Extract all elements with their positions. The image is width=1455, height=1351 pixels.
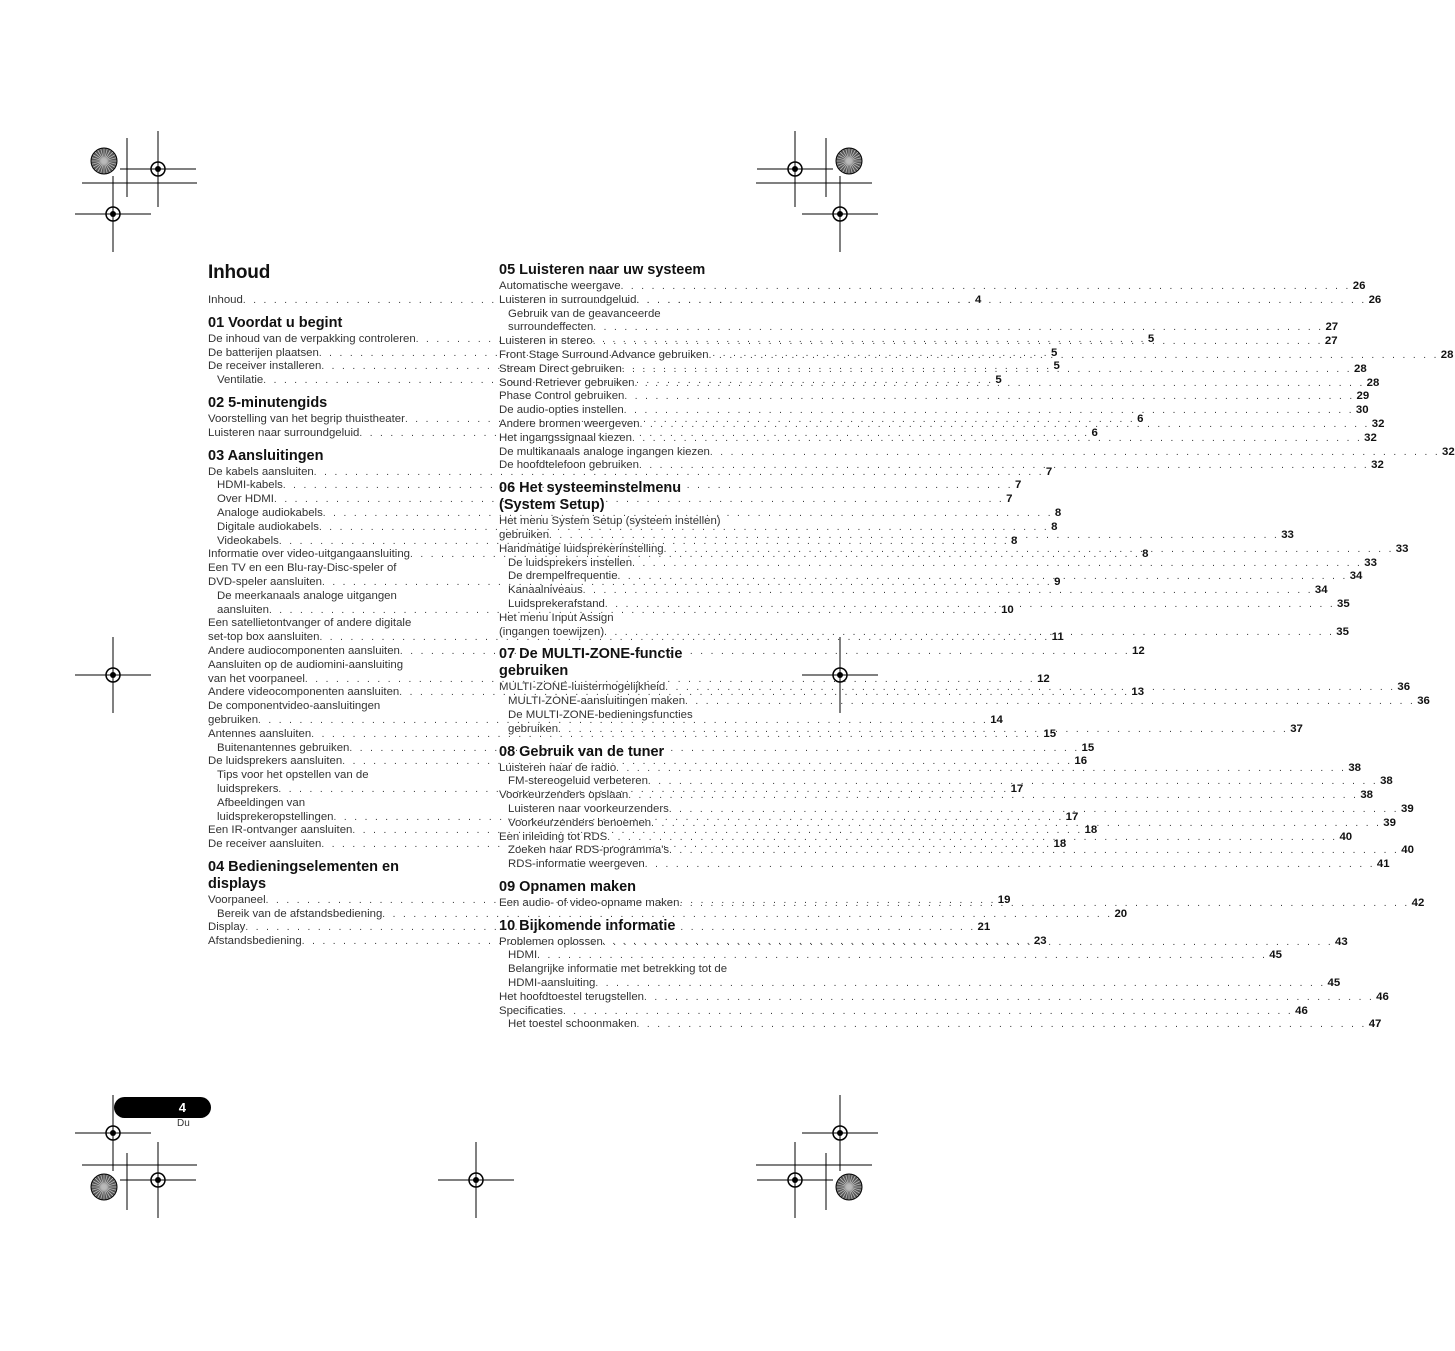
toc-entry-text: Een IR-ontvanger aansluiten xyxy=(208,824,353,837)
toc-entry[interactable] xyxy=(499,390,1370,404)
page-title: Inhoud xyxy=(208,262,271,283)
toc-page-number: 17 xyxy=(1010,782,1024,795)
toc-page-number: 39 xyxy=(1383,816,1396,829)
toc-entry-line[interactable]: Aansluiten op de audiomini-aansluiting xyxy=(208,658,404,671)
toc-entry-text: Luisteren in surroundgeluid xyxy=(499,293,637,306)
toc-page-number: 23 xyxy=(1033,935,1047,948)
toc-page-number: 40 xyxy=(1401,844,1414,857)
toc-entry[interactable] xyxy=(208,493,1013,507)
toc-entry-text: luidsprekeropstellingen xyxy=(217,810,334,823)
toc-page-number: 12 xyxy=(1037,672,1050,685)
toc-page-number: 36 xyxy=(1417,695,1430,708)
toc-page-number: 28 xyxy=(1353,362,1367,375)
registration-mark-icon xyxy=(110,672,116,678)
toc-entry-line[interactable]: De componentvideo-aansluitingen xyxy=(208,700,381,713)
toc-entry[interactable] xyxy=(208,479,1022,493)
toc-entry[interactable] xyxy=(499,445,1455,460)
toc-page-number: 33 xyxy=(1395,542,1409,555)
toc-entry-text: HDMI-aansluiting xyxy=(508,977,596,990)
toc-entry[interactable] xyxy=(208,907,1128,922)
toc-page-number: 9 xyxy=(1054,575,1061,588)
toc-entry[interactable] xyxy=(499,990,1389,1005)
toc-entry-text: van het voorpaneel xyxy=(208,672,305,685)
toc-page-number: 16 xyxy=(1074,755,1088,768)
toc-entry-text: Andere videocomponenten aansluiten xyxy=(208,686,400,699)
toc-page-number: 46 xyxy=(1295,1004,1308,1017)
toc-entry-text: Het toestel schoonmaken xyxy=(508,1018,637,1031)
toc-entry-line[interactable]: Afbeeldingen van xyxy=(217,796,306,809)
registration-mark-icon xyxy=(473,1177,479,1183)
toc-entry-text: Specificaties xyxy=(499,1004,563,1017)
toc-page-number: 45 xyxy=(1327,977,1341,990)
toc-entry-text: gebruiken xyxy=(508,722,559,735)
section-heading: 04 Bedieningselementen en displays xyxy=(208,858,399,892)
toc-page-number: 35 xyxy=(1336,625,1349,638)
toc-entry[interactable] xyxy=(208,506,1062,521)
toc-entry-text: Informatie over video-uitgangaansluiting xyxy=(208,548,410,561)
toc-entry-text: De luidsprekers aansluiten xyxy=(208,755,343,768)
toc-entry-text: De receiver aansluiten xyxy=(208,838,322,851)
section-heading: 03 Aansluitingen xyxy=(208,447,324,464)
toc-page-number: 32 xyxy=(1371,459,1384,472)
toc-page-number: 18 xyxy=(1084,824,1098,837)
toc-entry-text: set-top box aansluiten xyxy=(208,631,320,644)
toc-entry-line[interactable]: Het menu System Setup (systeem instellen) xyxy=(499,515,721,528)
toc-entry-text: (ingangen toewijzen) xyxy=(499,625,605,638)
toc-entry-text: Luisteren in stereo xyxy=(499,335,593,348)
toc-entry-text: Over HDMI xyxy=(217,493,274,506)
registration-mark-icon xyxy=(792,1177,798,1183)
toc-entry[interactable] xyxy=(499,1004,1308,1019)
toc-page-number: 33 xyxy=(1281,528,1294,541)
section-heading: 10 Bijkomende informatie xyxy=(499,917,676,934)
toc-page-number: 5 xyxy=(1147,332,1155,345)
toc-page-number: 15 xyxy=(1081,741,1095,754)
toc-entry-text: gebruiken xyxy=(208,713,259,726)
registration-mark-icon xyxy=(110,211,116,217)
toc-page-number: 15 xyxy=(1043,727,1057,740)
toc-page-number: 38 xyxy=(1380,775,1393,788)
toc-entry-text: Bereik van de afstandsbediening xyxy=(217,907,383,920)
toc-entry-text: Handmatige luidsprekerinstelling xyxy=(499,542,664,555)
toc-page-number: 38 xyxy=(1348,761,1361,774)
toc-entry[interactable] xyxy=(499,404,1369,418)
toc-entry-text: Buitenantennes gebruiken xyxy=(217,741,350,754)
toc-entry[interactable] xyxy=(499,280,1366,294)
toc-page-number: 33 xyxy=(1364,556,1377,569)
registration-mark-icon xyxy=(155,1177,161,1183)
toc-entry-text: Sound Retriever gebruiken xyxy=(499,376,635,389)
toc-entry-line[interactable]: De MULTI-ZONE-bedieningsfuncties xyxy=(508,708,693,721)
toc-entry-text: Andere audiocomponenten aansluiten xyxy=(208,644,400,657)
registration-mark-icon xyxy=(155,166,161,172)
toc-page-number: 32 xyxy=(1364,431,1377,444)
toc-page-number: 41 xyxy=(1376,858,1390,871)
toc-entry-line[interactable]: Een TV en een Blu-ray-Disc-speler of xyxy=(208,562,397,575)
toc-entry[interactable] xyxy=(499,348,1454,363)
toc-page-number: 39 xyxy=(1400,802,1414,815)
toc-entry[interactable] xyxy=(499,376,1380,391)
toc-entry[interactable] xyxy=(499,858,1390,872)
toc-entry-text: Luidsprekerafstand xyxy=(508,597,605,610)
registration-mark-icon xyxy=(837,1130,843,1136)
toc-entry-line[interactable]: Tips voor het opstellen van de xyxy=(217,769,369,782)
toc-page-number: 17 xyxy=(1065,810,1079,823)
toc-entry[interactable] xyxy=(499,695,1430,709)
toc-entry-line[interactable]: Gebruik van de geavanceerde xyxy=(508,307,661,320)
toc-section xyxy=(499,262,1455,473)
toc-entry-text: Voorstelling van het begrip thuistheater xyxy=(208,412,405,425)
toc-entry-text: Een inleiding tot RDS xyxy=(499,830,608,843)
toc-entry-text: Voorpaneel xyxy=(208,893,266,906)
toc-page-number: 7 xyxy=(1014,479,1022,492)
toc-entry-text: Afstandsbediening xyxy=(208,935,302,948)
toc-page-number: 26 xyxy=(1352,280,1366,292)
toc-page-number: 36 xyxy=(1397,681,1411,694)
toc-entry-text: MULTI-ZONE-aansluitingen maken xyxy=(508,695,686,708)
toc-page-number: 5 xyxy=(1053,360,1060,373)
toc-page-number: 13 xyxy=(1131,686,1145,699)
toc-entry-text: Front Stage Surround Advance gebruiken xyxy=(499,348,709,361)
toc-page-number: 40 xyxy=(1339,830,1353,843)
toc-page-number: 32 xyxy=(1371,417,1385,430)
toc-entry-text: Luisteren naar surroundgeluid xyxy=(208,426,360,439)
toc-entry-text: De hoofdtelefoon gebruiken xyxy=(499,459,639,472)
toc-page-number: 27 xyxy=(1324,335,1338,348)
toc-page-number: 20 xyxy=(1114,907,1128,920)
toc-page-number: 8 xyxy=(1054,506,1062,519)
registration-mark-icon xyxy=(837,211,843,217)
toc-page-number: 34 xyxy=(1349,570,1363,583)
toc-entry[interactable] xyxy=(499,362,1367,377)
toc-page-number: 47 xyxy=(1368,1018,1382,1031)
toc-entry-text: Luisteren naar de radio xyxy=(499,761,617,774)
toc-entry-text: Antennes aansluiten xyxy=(208,727,312,740)
toc-page-number: 35 xyxy=(1337,597,1350,610)
section-heading: 02 5-minutengids xyxy=(208,394,328,411)
toc-page-number: 6 xyxy=(1137,412,1144,425)
toc-entry-text: Het hoofdtoestel terugstellen xyxy=(499,990,645,1003)
toc-entry-text: De luidsprekers instellen xyxy=(508,556,633,569)
toc-page-number: 7 xyxy=(1045,465,1053,478)
toc-entry[interactable] xyxy=(499,570,1363,584)
toc-page-number: 46 xyxy=(1376,990,1389,1003)
toc-page-number: 34 xyxy=(1314,584,1328,597)
toc-entry[interactable] xyxy=(499,584,1328,598)
toc-page-number: 21 xyxy=(977,921,991,934)
toc-entry[interactable] xyxy=(499,293,1382,308)
toc-page-number: 19 xyxy=(997,893,1011,906)
toc-page-number: 30 xyxy=(1355,404,1369,417)
toc-entry-line[interactable]: Het menu Input Assign xyxy=(499,611,614,624)
toc-page-number: 42 xyxy=(1411,896,1425,909)
toc-page-number: 28 xyxy=(1366,376,1380,389)
toc-entry-line[interactable]: De meerkanaals analoge uitgangen xyxy=(217,589,397,602)
toc-page-number: 29 xyxy=(1356,390,1370,403)
toc-entry[interactable] xyxy=(499,335,1338,349)
toc-entry-text: Analoge audiokabels xyxy=(217,506,323,519)
toc-entry[interactable] xyxy=(499,431,1377,446)
toc-entry-text: surroundeffecten xyxy=(508,321,594,334)
section-heading: 06 Het systeeminstelmenu (System Setup) xyxy=(499,480,682,514)
toc-page-number: 26 xyxy=(1368,293,1382,306)
section-heading: 09 Opnamen maken xyxy=(499,878,636,895)
toc-page-number: 45 xyxy=(1269,949,1282,962)
toc-entry-text: RDS-informatie weergeven xyxy=(508,858,645,871)
toc-page-number: 11 xyxy=(1051,631,1064,644)
toc-entry-text: Andere bronnen weergeven xyxy=(499,417,640,430)
toc-entry-text: De batterijen plaatsen xyxy=(208,346,319,359)
toc-entry[interactable] xyxy=(499,542,1409,557)
toc-entry-text: Display xyxy=(208,921,246,934)
toc-entry-text: aansluiten xyxy=(217,603,269,616)
toc-entry-text: FM-stereogeluid verbeteren xyxy=(508,775,648,788)
toc-entry[interactable] xyxy=(499,1018,1382,1032)
toc-entry-text: Een audio- of video-opname maken xyxy=(499,896,680,909)
toc-entry-text: Zoeken naar RDS-programma's xyxy=(508,844,670,857)
toc-entry-text: Ventilatie xyxy=(217,374,264,387)
toc-entry-text: Stream Direct gebruiken xyxy=(499,362,622,375)
toc-entry-text: Kanaalniveaus xyxy=(508,584,583,597)
toc-entry[interactable] xyxy=(499,949,1282,963)
toc-page-number: 37 xyxy=(1290,722,1303,735)
toc-page-number: 28 xyxy=(1440,348,1454,361)
registration-mark-icon xyxy=(792,166,798,172)
toc-entry-text: luidsprekers xyxy=(217,782,279,795)
toc-entry-text: Voorkeurzenders opslaan xyxy=(499,789,629,802)
language-code: Du xyxy=(177,1118,190,1129)
toc-entry-text: MULTI-ZONE-luistermogelijkheid xyxy=(499,681,666,694)
toc-page-number: 8 xyxy=(1051,520,1058,533)
toc-entry[interactable] xyxy=(208,644,1145,659)
toc-entry[interactable] xyxy=(208,672,1050,687)
toc-page-number: 7 xyxy=(1006,493,1013,506)
toc-entry-text: Voorkeurzenders benoemen xyxy=(508,816,652,829)
toc-page-number: 32 xyxy=(1442,445,1455,458)
page-number-badge: 4 xyxy=(114,1097,211,1118)
toc-entry-text: Videokabels xyxy=(217,534,279,547)
toc-entry[interactable] xyxy=(499,556,1377,571)
toc-entry-text: De kabels aansluiten xyxy=(208,465,314,478)
toc-page-number: 27 xyxy=(1325,321,1339,334)
toc-entry-text: Inhoud xyxy=(208,294,243,306)
toc-page-number: 4 xyxy=(975,294,982,306)
toc-entry-text: Automatische weergave xyxy=(499,280,621,292)
toc-page-number: 43 xyxy=(1335,935,1348,948)
toc-page-number: 6 xyxy=(1091,426,1098,439)
toc-page-number: 18 xyxy=(1053,838,1067,851)
section-heading: 05 Luisteren naar uw systeem xyxy=(499,262,706,278)
toc-entry[interactable] xyxy=(499,977,1341,991)
section-heading: 07 De MULTI-ZONE-functie gebruiken xyxy=(499,646,683,680)
toc-page-number: 10 xyxy=(1001,603,1014,616)
toc-entry-text: gebruiken xyxy=(499,528,550,541)
toc-entry[interactable] xyxy=(499,459,1384,473)
toc-entry-text: De multikanaals analoge ingangen kiezen xyxy=(499,445,710,458)
toc-entry[interactable] xyxy=(499,321,1339,335)
toc-entry-text: Luisteren naar voorkeurzenders xyxy=(508,802,669,815)
toc-page-number: 14 xyxy=(990,713,1003,726)
toc-entry-line[interactable]: Belangrijke informatie met betrekking tot de xyxy=(508,963,728,976)
section-heading: 08 Gebruik van de tuner xyxy=(499,743,665,760)
toc-entry-text: Problemen oplossen xyxy=(499,935,603,948)
toc-entry-text: Digitale audiokabels xyxy=(217,520,319,533)
toc-entry[interactable] xyxy=(499,528,1294,543)
toc-entry-text: De drempelfrequentie xyxy=(508,570,618,583)
registration-mark-icon xyxy=(110,1130,116,1136)
toc-entry-text: HDMI-kabels xyxy=(217,479,283,492)
toc-entry-text: De inhoud van de verpakking controleren xyxy=(208,332,416,345)
toc-entry-line[interactable]: Een satellietontvanger of andere digitale xyxy=(208,617,412,630)
toc-page-number: 12 xyxy=(1132,644,1145,657)
toc-entry-text: De audio-opties instellen xyxy=(499,404,624,417)
toc-entry[interactable] xyxy=(499,789,1374,803)
toc-entry-text: HDMI xyxy=(508,949,538,962)
toc-entry-text: De receiver installeren xyxy=(208,360,322,373)
toc-entry[interactable] xyxy=(499,417,1385,432)
toc-page-number: 5 xyxy=(995,374,1002,387)
toc-page-number: 8 xyxy=(1011,534,1018,547)
toc-entry-text: DVD-speler aansluiten xyxy=(208,575,322,588)
toc-page-number: 5 xyxy=(1050,346,1058,359)
toc-page-number: 38 xyxy=(1360,789,1374,802)
toc-entry-text: Phase Control gebruiken xyxy=(499,390,625,403)
section-heading: 01 Voordat u begint xyxy=(208,314,343,331)
toc-page-number: 8 xyxy=(1142,548,1149,561)
toc-entry-text: Het ingangssignaal kiezen xyxy=(499,431,632,444)
